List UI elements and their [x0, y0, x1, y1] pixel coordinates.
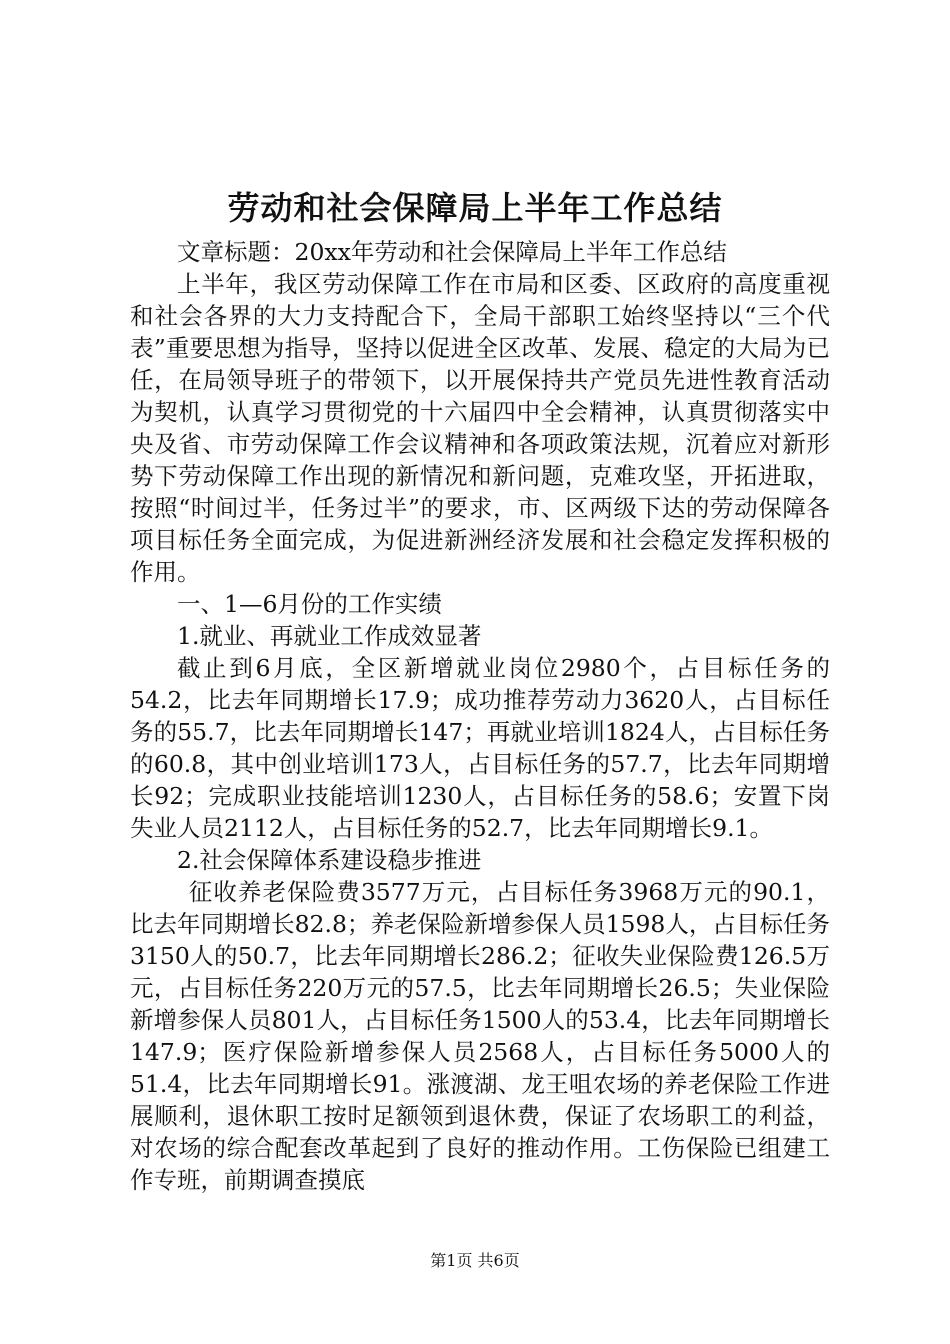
social-security-paragraph: 征收养老保险费3577万元，占目标任务3968万元的90.1，比去年同期增长82.8；养老保险新增参保人员1598人，占目标任务3150人的50.7，比去年同期增长286.2；征收失业保险费126.5万元，占目标任务220万元的57.5，比去年同期增长26.5；失业保险新增参保人员801人，占目标任务1500人的53.4，比去年同期增长147.9；医疗保险新增参保人员2568人，占目标任务5000人的51.4，比去年同期增长91。涨渡湖、龙王咀农场的养老保险工作进展顺利，退休职工按时足额领到退休费，保证了农场职工的利益，对农场的综合配套改革起到了良好的推动作用。工伤保险已组建工作专班，前期调查摸底	[130, 878, 830, 1194]
subsection-heading-employment: 1.就业、再就业工作成效显著	[177, 622, 482, 650]
document-body	[130, 236, 830, 1196]
intro-paragraph: 上半年，我区劳动保障工作在市局和区委、区政府的高度重视和社会各界的大力支持配合下，全局干部职工始终坚持以“三个代表”重要思想为指导，坚持以促进全区改革、发展、稳定的大局为已任，在局领导班子的带领下，以开展保持共产党员先进性教育活动为契机，认真学习贯彻党的十六届四中全会精神，认真贯彻落实中央及省、市劳动保障工作会议精神和各项政策法规，沉着应对新形势下劳动保障工作出现的新情况和新问题，克难攻坚，开拓进取，按照“时间过半，任务过半”的要求，市、区两级下达的劳动保障各项目标任务全面完成，为促进新洲经济发展和社会稳定发挥积极的作用。	[130, 270, 830, 586]
page-footer: 第1页 共6页	[430, 1251, 520, 1270]
article-heading-line: 文章标题：20xx年劳动和社会保障局上半年工作总结	[177, 238, 727, 266]
subsection-heading-social-security: 2.社会保障体系建设稳步推进	[177, 846, 482, 874]
document-title: 劳动和社会保障局上半年工作总结	[227, 189, 723, 227]
employment-paragraph: 截止到6月底，全区新增就业岗位2980个，占目标任务的54.2，比去年同期增长17.9；成功推荐劳动力3620人，占目标任务的55.7，比去年同期增长147；再就业培训1824人，占目标任务的60.8，其中创业培训173人，占目标任务的57.7，比去年同期增长92；完成职业技能培训1230人，占目标任务的58.6；安置下岗失业人员2112人，占目标任务的52.7，比去年同期增长9.1。	[130, 654, 830, 842]
section-heading: 一、1—6月份的工作实绩	[177, 590, 442, 618]
